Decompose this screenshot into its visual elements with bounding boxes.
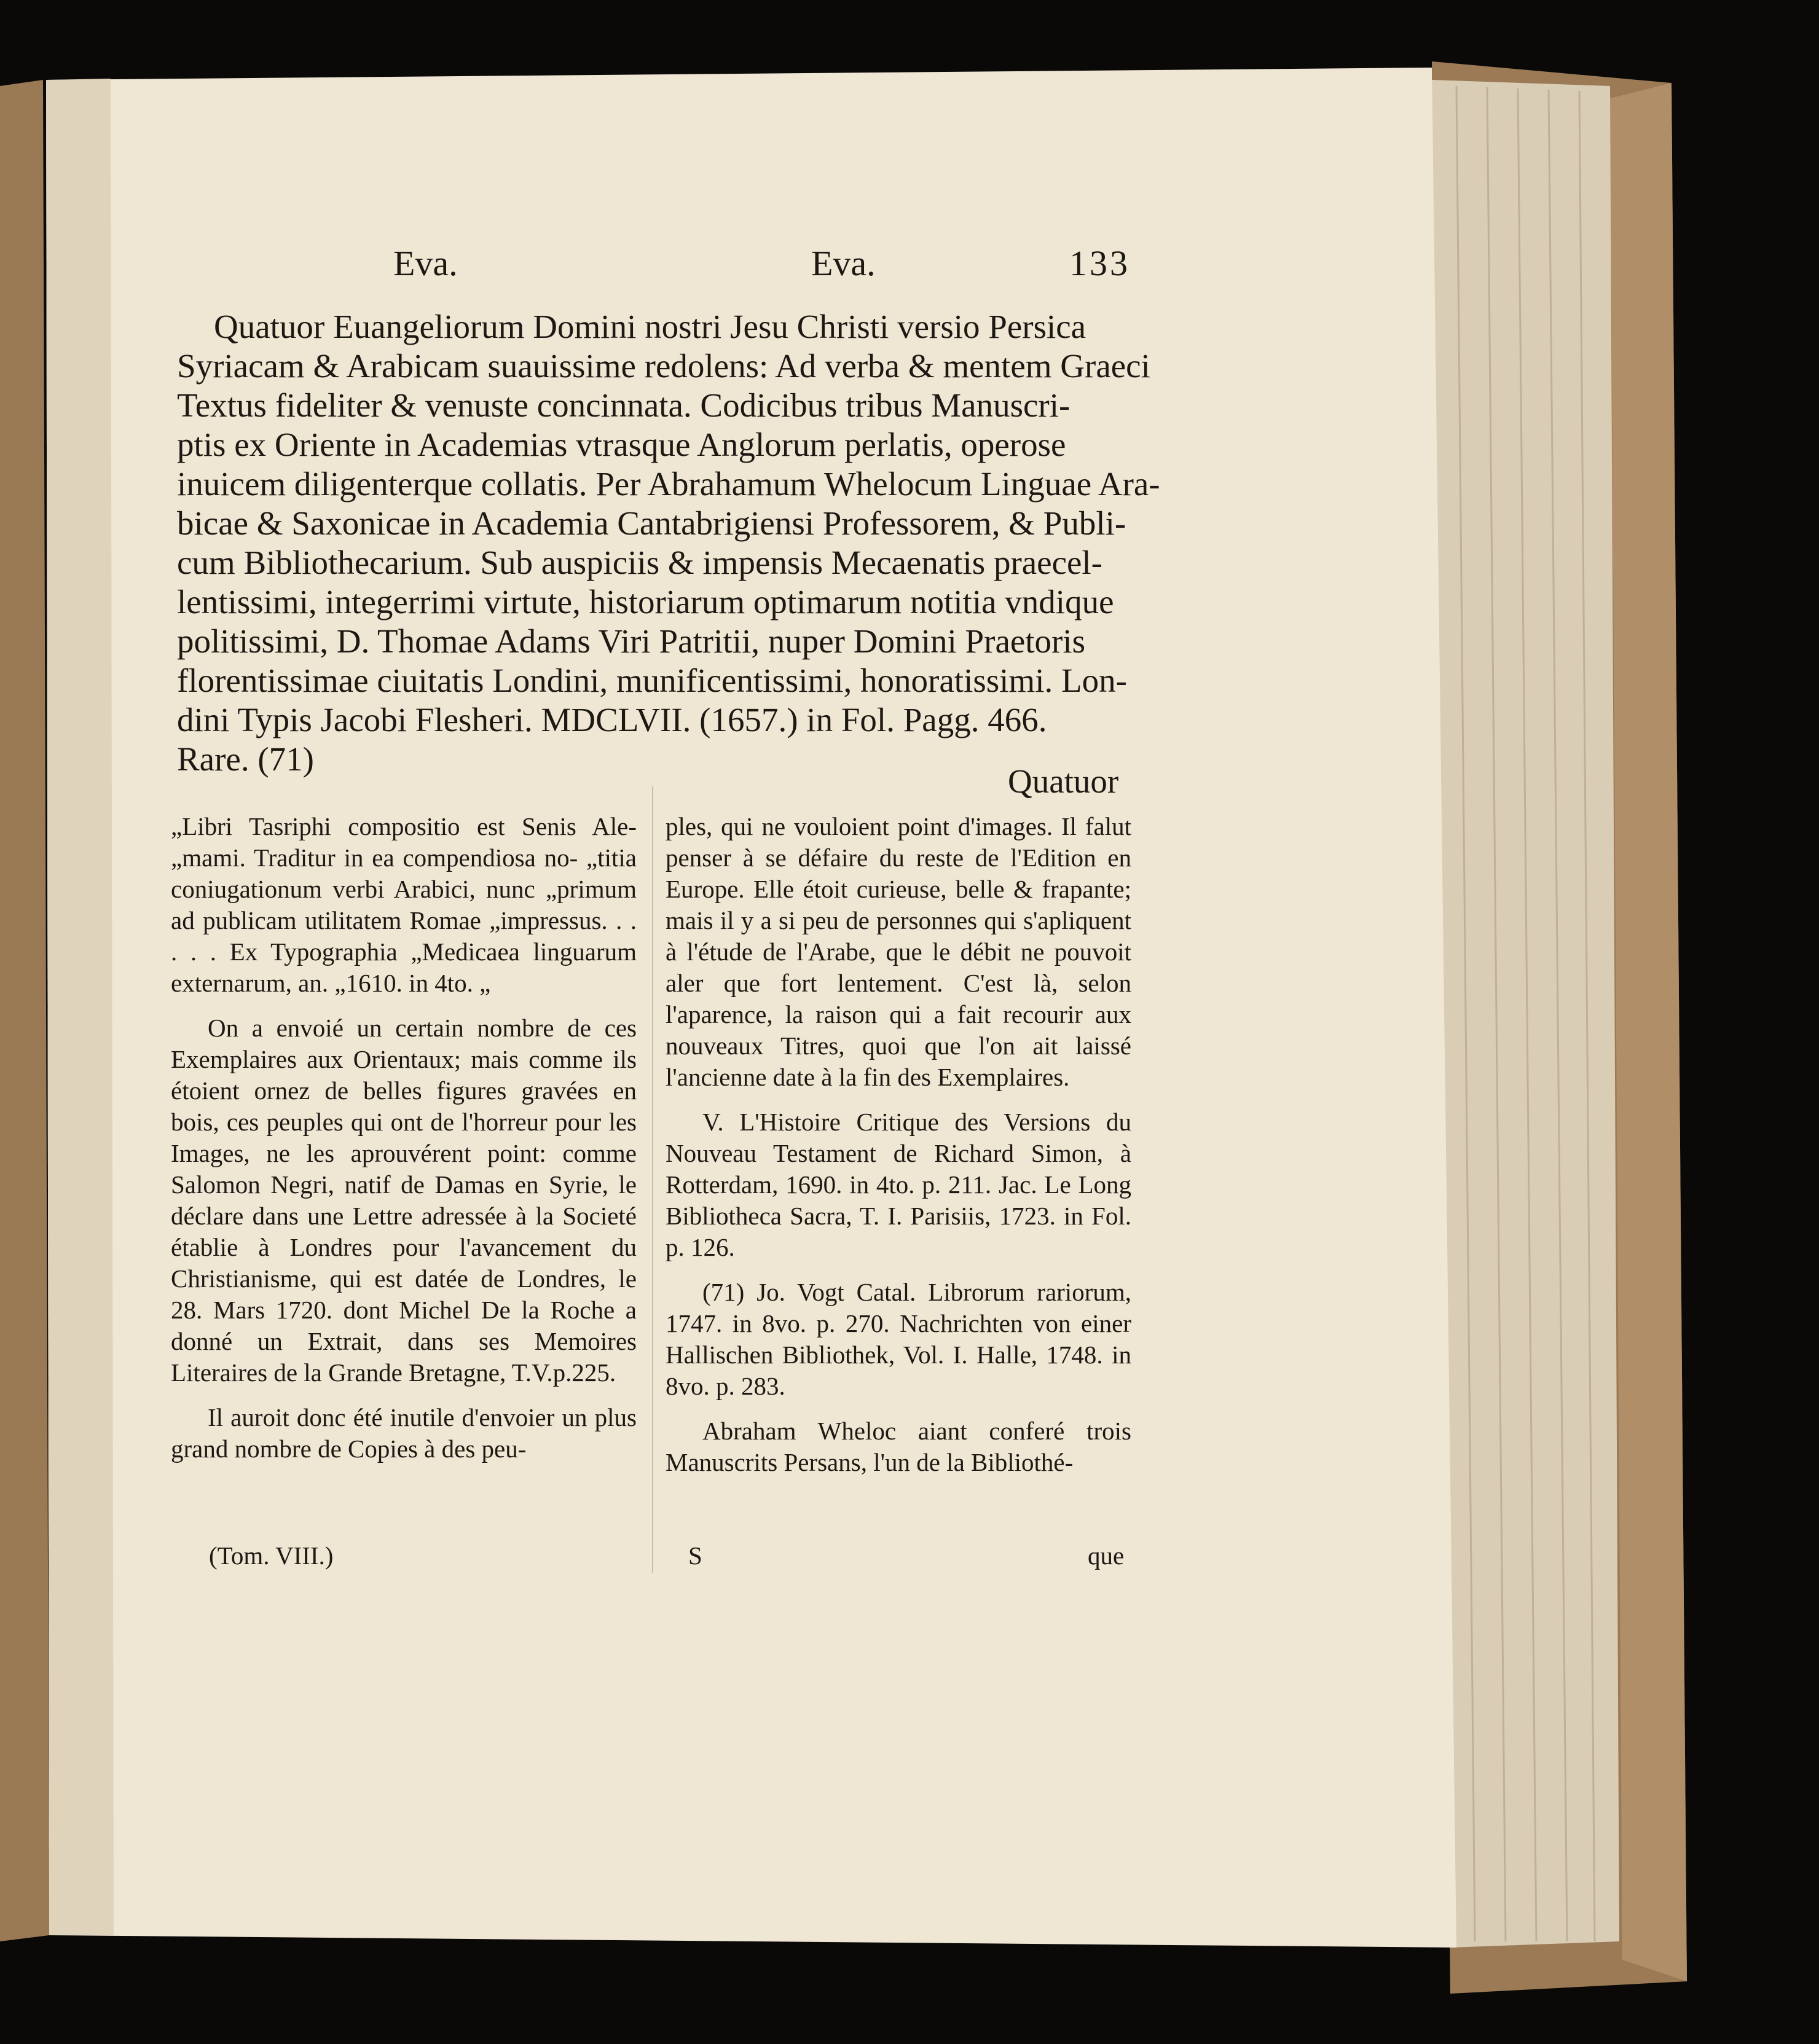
running-head-left: Eva. [393, 243, 458, 283]
right-paragraph-1: ples, qui ne vouloient point d'images. Il falut penser à se défaire du reste de l'Edition en Europe. Elle étoit curieuse, belle & frapante; mais il y a si peu de personnes qui s'apliquent à l'étude de l'Arabe, que le débit ne pouvoit aler que fort lentement. C'est là, selon l'aparence, la raison qui a fait recourir aux nouveaux Titres, quoi que l'on ait laissé l'ancienne date à la fin des Exemplaires. [666, 812, 1131, 1091]
right-paragraph-2: V. L'Histoire Critique des Versions du Nouveau Testament de Richard Simon, à Rotterdam, 1690. in 4to. p. 211. Jac. Le Long Bibliotheca Sacra, T. I. Parisiis, 1723. in Fol. p. 126. [666, 1108, 1131, 1261]
main-catchword: Quatuor [1008, 762, 1119, 800]
right-catchword: que [1088, 1541, 1125, 1570]
main-line-4: ptis ex Oriente in Academias vtrasque Anglorum perlatis, operose [177, 426, 1066, 463]
main-line-10: florentissimae ciuitatis Londini, munificentissimi, honoratissimi. Lon- [177, 662, 1127, 699]
main-line-12: Rare. (71) [177, 740, 314, 778]
main-line-6: bicae & Saxonicae in Academia Cantabrigiensi Professorem, & Publi- [177, 504, 1126, 542]
main-line-11: dini Typis Jacobi Flesheri. MDCLVII. (1657.) in Fol. Pagg. 466. [177, 701, 1047, 738]
right-paragraph-4: Abraham Wheloc aiant conferé trois Manuscrits Persans, l'un de la Bibliothé- [666, 1417, 1131, 1476]
right-column [666, 811, 1131, 1492]
main-line-8: lentissimi, integerrimi virtute, historiarum optimarum notitia vndique [177, 583, 1114, 621]
left-paragraph-2: On a envoié un certain nombre de ces Exemplaires aux Orientaux; mais comme ils étoient ornez de belles figures gravées en bois, ces peuples qui ont de l'horreur pour les Images, ne les aprouvérent point: comme Salomon Negri, natif de Damas en Syrie, le déclare dans une Lettre adressée à la Societé établie à Londres pour l'avancement du Christianisme, qui est datée de Londres, le 28. Mars 1720. dont Michel De la Roche a donné un Extrait, dans ses Memoires Literaires de la Grande Bretagne, T.V.p.225. [171, 1014, 637, 1387]
right-paragraph-3: (71) Jo. Vogt Catal. Librorum rariorum, 1747. in 8vo. p. 270. Nachrichten von einer Hallischen Bibliothek, Vol. I. Halle, 1748. in 8vo. p. 283. [666, 1278, 1131, 1400]
main-line-7: cum Bibliothecarium. Sub auspiciis & impensis Mecaenatis praecel- [177, 544, 1103, 581]
page-number: 133 [1069, 243, 1130, 283]
left-paragraph-3: Il auroit donc été inutile d'envoier un plus grand nombre de Copies à des peu- [171, 1403, 637, 1463]
left-paragraph-1: „Libri Tasriphi compositio est Senis Ale- „mami. Traditur in ea compendiosa no- „titia coniugationum verbi Arabici, nunc „primum ad publicam utilitatem Romae „impressus. . . . . . Ex Typographia „Medicaea linguarum externarum, an. „1610. in 4to. „ [171, 812, 637, 997]
running-head-center: Eva. [811, 243, 876, 283]
volume-footer: (Tom. VIII.) [209, 1541, 334, 1570]
main-line-3: Textus fideliter & venuste concinnata. Codicibus tribus Manuscri- [177, 386, 1071, 424]
main-line-2: Syriacam & Arabicam suauissime redolens: Ad verba & mentem Graeci [177, 347, 1150, 385]
signature-mark: S [688, 1541, 702, 1570]
main-line-9: politissimi, D. Thomae Adams Viri Patritii, nuper Domini Praetoris [177, 622, 1086, 660]
left-column [171, 811, 637, 1478]
main-line-5: inuicem diligenterque collatis. Per Abrahamum Whelocum Linguae Ara- [177, 465, 1160, 503]
main-line-1: Quatuor Euangeliorum Domini nostri Jesu Christi versio Persica [214, 308, 1086, 345]
